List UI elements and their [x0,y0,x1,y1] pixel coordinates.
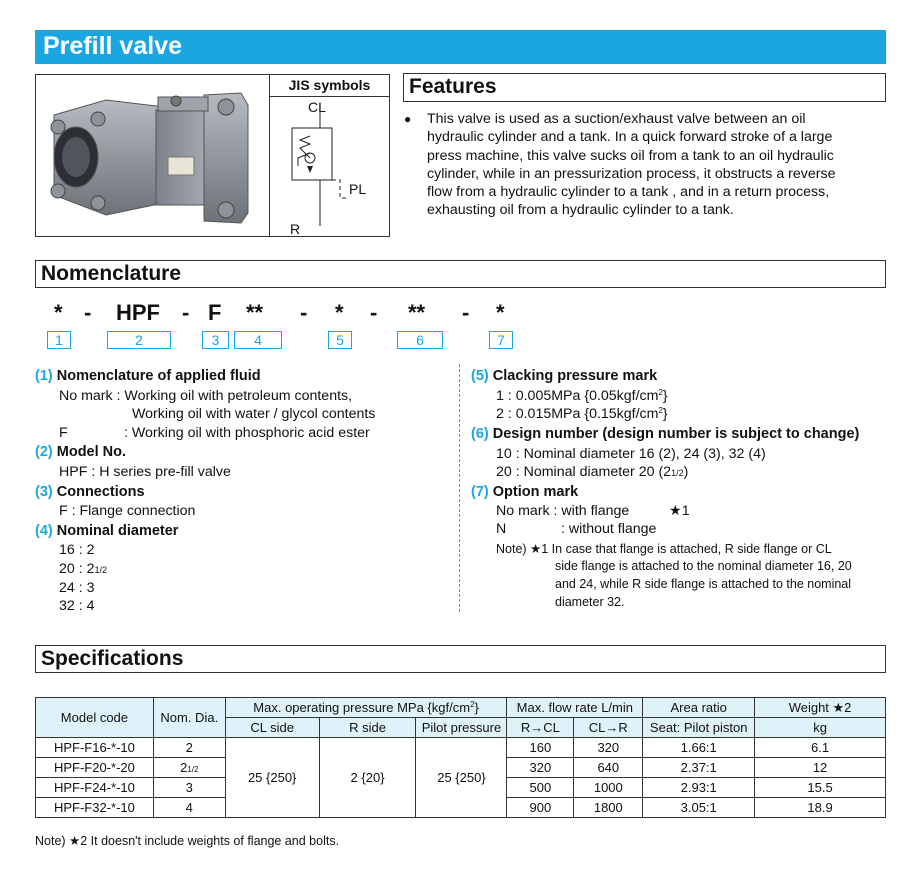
nomenclature-title: Nomenclature [41,262,182,285]
note-line: side flange is attached to the nominal diameter 16, 20 [555,559,852,573]
nom-cell: 2 [153,738,225,758]
item-6-line [496,464,688,480]
model-cell: HPF-F24-*-10 [36,778,154,798]
header-cell: R→CL [507,718,574,738]
note-line: and 24, while R side flange is attached to the nominal [555,577,852,591]
jis-cl-label: CL [308,99,326,115]
code-part-5: * [335,300,344,325]
item-7-heading [471,484,578,500]
item-title: Connections [56,484,145,500]
weight-cell: 12 [755,758,886,778]
flow-rcl-cell: 320 [507,758,574,778]
item-2-line: HPF : H series pre-fill valve [59,464,231,480]
nom-cell: 3 [153,778,225,798]
header-cell: CL→R [574,718,643,738]
item-number: (6) [471,426,489,442]
r-pressure-cell: 2 {20} [319,738,416,818]
weight-cell: 18.9 [755,798,886,818]
item-1-line: : Working oil with phosphoric acid ester [124,425,370,441]
flow-rcl-cell: 160 [507,738,574,758]
header-cell: Area ratio [643,698,755,718]
area-cell: 2.93:1 [643,778,755,798]
flow-rcl-cell: 500 [507,778,574,798]
header-text: } [474,700,479,715]
features-text [427,110,867,220]
item-7-line: : without flange [561,521,657,537]
flow-clr-cell: 320 [574,738,643,758]
flow-clr-cell: 1000 [574,778,643,798]
area-cell: 1.66:1 [643,738,755,758]
item-title: Option mark [492,484,579,500]
header-cell: Max. operating pressure MPa $\{kgf/cm^2\}$ [225,698,507,718]
fraction: 1/2 [187,765,199,774]
code-part-6: ** [408,300,426,325]
features-line: hydraulic cylinder and a tank. In a quick forward stroke of a large [427,129,833,146]
table-row [36,738,886,758]
specifications-title: Specifications [41,647,184,670]
nom-cell: 4 [153,798,225,818]
features-line: flow from a hydraulic cylinder to a tank , and in a return process, [427,184,830,201]
item-4-line [59,561,107,577]
features-header [403,73,886,102]
item-4-line: 32 : 4 [59,598,95,614]
features-line: exhausting oil from a hydraulic cylinder to a tank. [427,202,734,219]
header-cell: Nom. Dia. [153,698,225,738]
nomenclature-header [35,260,886,288]
code-part-3: F [208,300,222,325]
header-cell: kg [755,718,886,738]
item-4-heading [35,523,178,539]
specifications-header [35,645,886,673]
jis-symbols-box [269,74,390,237]
item-title: Model No. [56,444,127,460]
item-6-text: ) [683,464,689,480]
model-cell: HPF-F20-*-20 [36,758,154,778]
item-number: (1) [35,368,53,384]
item-4-text: 20 : 2 [59,561,95,577]
fraction: 1/2 [94,565,108,575]
item-7-line: No mark : with flange [496,503,630,519]
code-dash: - [300,300,308,325]
code-box-3: 3 [202,331,229,349]
item-2-heading [35,444,126,460]
item-6-heading [471,426,859,442]
code-box-1: 1 [47,331,71,349]
features-title: Features [409,75,497,98]
flow-clr-cell: 1800 [574,798,643,818]
item-7-line: N [496,521,507,537]
item-4-line: 16 : 2 [59,542,95,558]
item-5-text: } [662,388,668,404]
bullet-dot-icon: ● [404,112,412,126]
page-title-bar [35,30,886,64]
weight-cell: 6.1 [755,738,886,758]
code-box-7: 7 [489,331,513,349]
note-line: diameter 32. [555,595,625,609]
header-cell: Seat: Pilot piston [643,718,755,738]
model-cell: HPF-F16-*-10 [36,738,154,758]
nom-text: 2 [180,760,188,775]
cl-pressure-cell: 25 {250} [225,738,319,818]
item-1-line: Working oil with water / glycol contents [132,406,376,422]
features-line: cylinder, while in an pressurization process, it obstructs a reverse [427,165,836,182]
area-cell: 2.37:1 [643,758,755,778]
item-title: Nomenclature of applied fluid [56,368,261,384]
item-number: (2) [35,444,53,460]
jis-pl-label: PL [349,181,367,197]
page-title: Prefill valve [43,32,182,60]
code-box-5: 5 [328,331,352,349]
item-number: (7) [471,484,489,500]
flow-clr-cell: 640 [574,758,643,778]
nom-cell [153,758,225,778]
code-part-1: * [54,300,63,325]
item-1-line: F [59,425,68,441]
note-line: Note) ★1 In case that flange is attached, R side flange or CL [496,542,832,556]
code-part-2: HPF [116,300,160,325]
code-dash: - [84,300,92,325]
model-cell: HPF-F32-*-10 [36,798,154,818]
header-cell: Max. flow rate L/min [507,698,643,718]
jis-symbols-title: JIS symbols [270,75,389,97]
item-number: (5) [471,368,489,384]
header-cell: Pilot pressure [416,718,507,738]
area-cell: 3.05:1 [643,798,755,818]
item-1-line: No mark : Working oil with petroleum contents, [59,388,353,404]
features-line: This valve is used as a suction/exhaust valve between an oil [427,111,806,127]
weight-cell: 15.5 [755,778,886,798]
header-cell: CL side [225,718,319,738]
item-3-heading [35,484,145,500]
item-5-text: } [662,406,668,422]
header-text: Max. operating pressure MPa {kgf/cm [253,700,471,715]
item-3-line: F : Flange connection [59,503,196,519]
fraction: 1/2 [671,468,684,478]
item-4-line: 24 : 3 [59,580,95,596]
code-dash: - [462,300,470,325]
item-number: (4) [35,523,53,539]
item-5-line: 1 : 0.005MPa $\{0.05kgf/cm^2\}$ [496,388,668,404]
jis-r-label: R [290,221,301,237]
item-title: Clacking pressure mark [492,368,658,384]
header-cell: Model code [36,698,154,738]
flow-rcl-cell: 900 [507,798,574,818]
valve-photo-icon [36,75,269,236]
item-5-line: 2 : 0.015MPa $\{0.15kgf/cm^2\}$ [496,406,668,422]
specifications-table [35,697,886,818]
code-box-2: 2 [107,331,171,349]
item-1-heading [35,368,261,384]
item-title: Nominal diameter [56,523,179,539]
code-part-4: ** [246,300,264,325]
features-line: press machine, this valve sucks oil from a tank to an oil hydraulic [427,147,834,164]
check-valve-symbol-icon [270,96,389,236]
star-note-icon: ★1 [669,503,690,519]
item-5-heading [471,368,657,384]
item-6-line: 10 : Nominal diameter 16 (2), 24 (3), 32 (4) [496,446,766,462]
header-cell: Weight ★2 [755,698,886,718]
code-part-7: * [496,300,505,325]
weight-note: Note) ★2 It doesn't include weights of flange and bolts. [35,834,340,848]
product-image-box [35,74,270,237]
code-dash: - [370,300,378,325]
code-dash: - [182,300,190,325]
column-divider [459,364,460,612]
item-number: (3) [35,484,53,500]
item-title: Design number (design number is subject to change) [492,426,860,442]
item-5-text: 1 : 0.005MPa {0.05kgf/cm [496,388,659,404]
item-5-text: 2 : 0.015MPa {0.15kgf/cm [496,406,659,422]
header-cell: R side [319,718,416,738]
code-box-6: 6 [397,331,443,349]
item-6-text: 20 : Nominal diameter 20 (2 [496,464,672,480]
code-box-4: 4 [234,331,282,349]
pilot-pressure-cell: 25 {250} [416,738,507,818]
